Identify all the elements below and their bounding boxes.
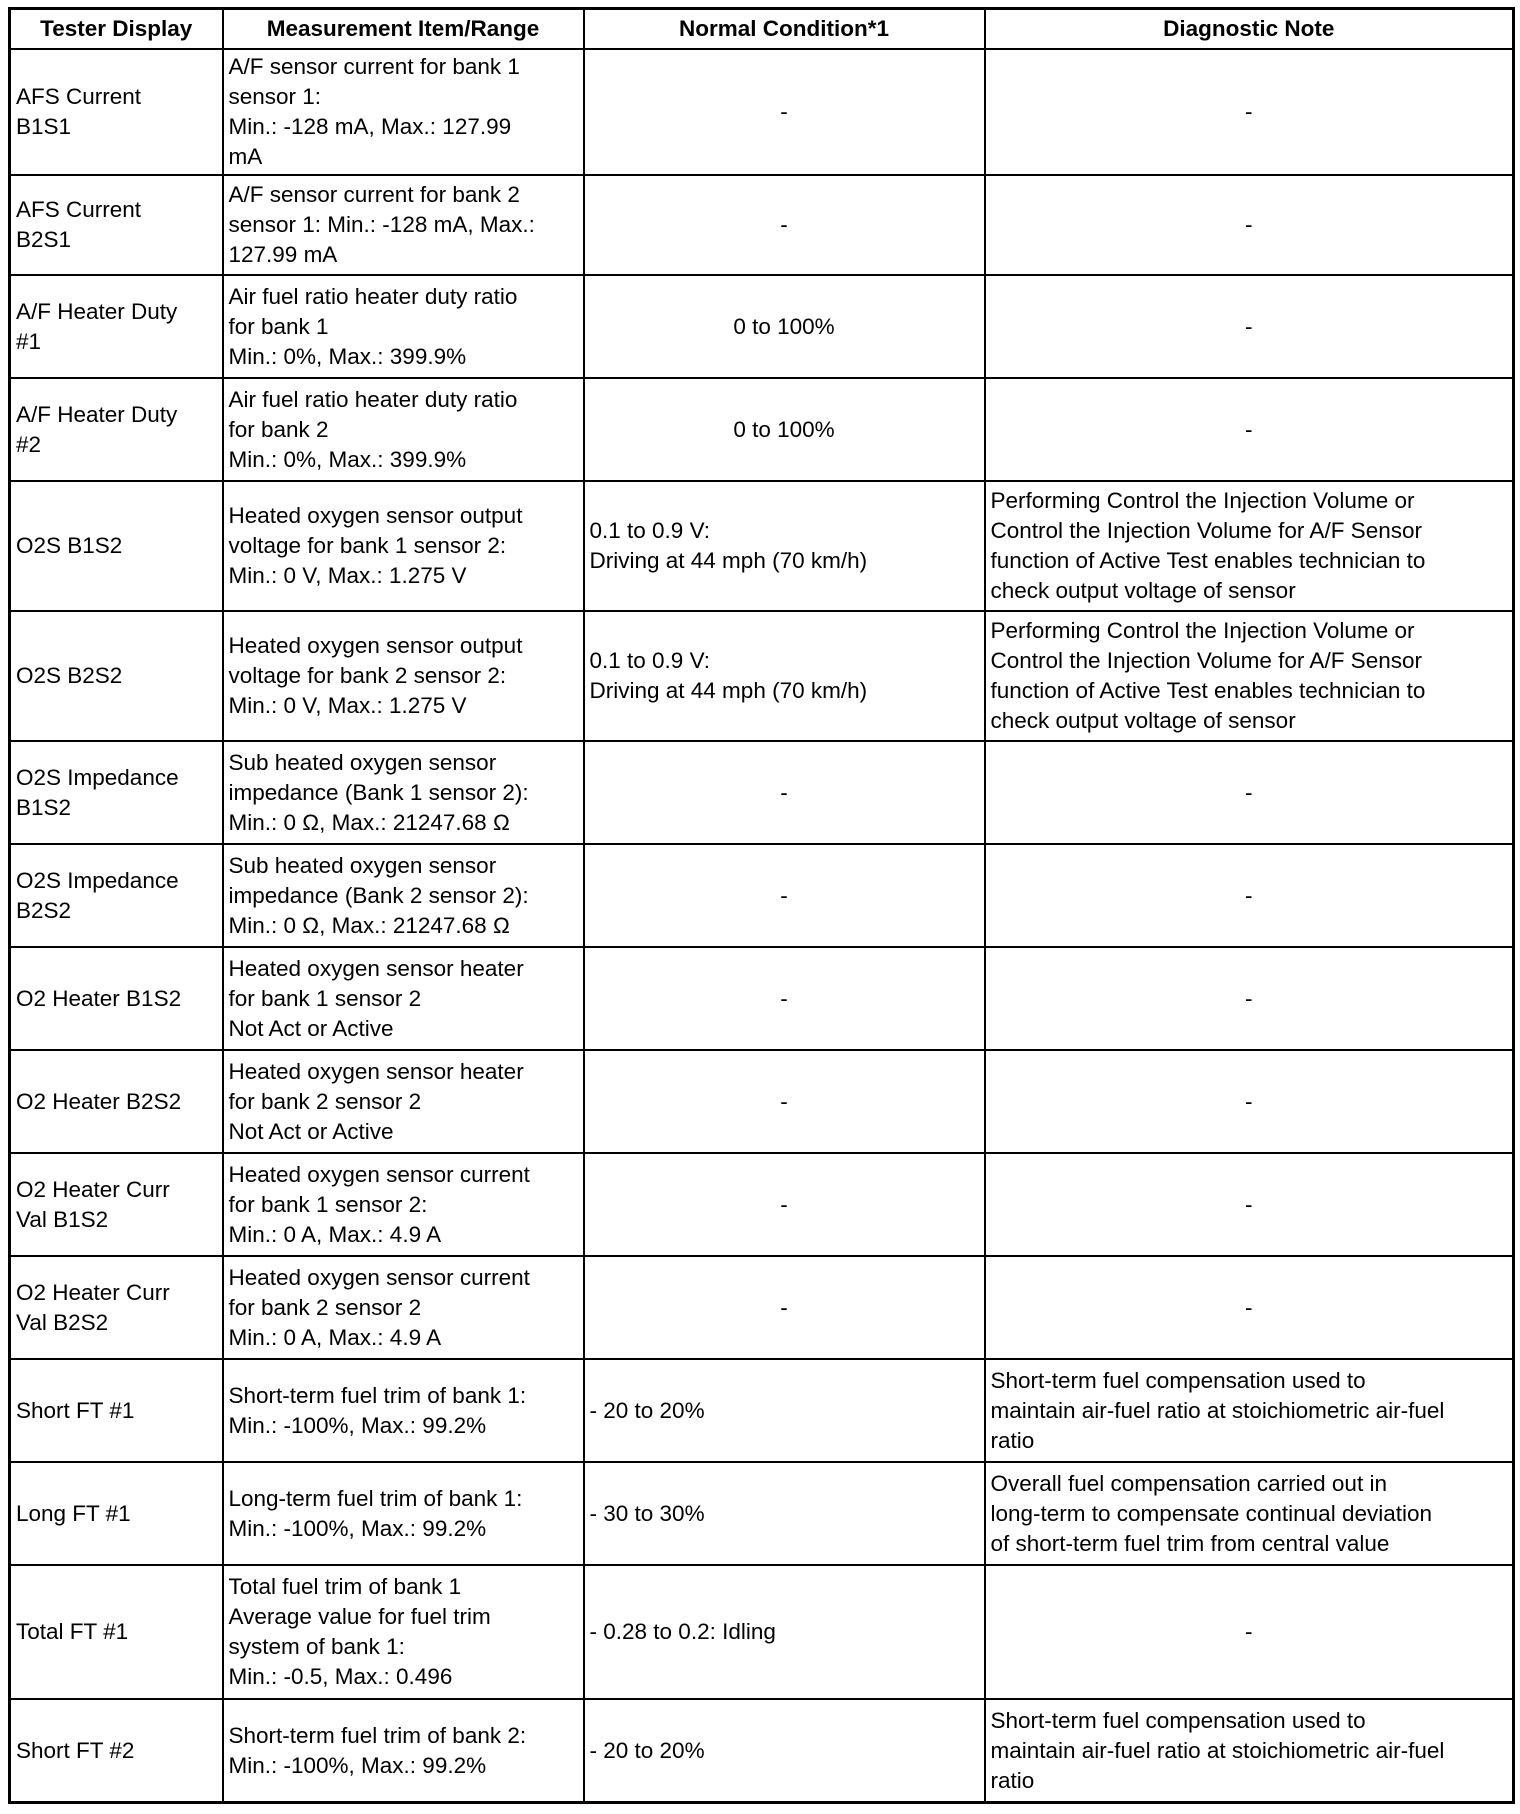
normal-condition-cell xyxy=(584,947,985,1050)
measurement-item-text: Heated oxygen sensor heater xyxy=(228,955,524,981)
diagnostic-note-cell xyxy=(985,1050,1514,1153)
measurement-item-text: A/F sensor current for bank 1 xyxy=(228,54,520,79)
diagnostic-note-cell xyxy=(985,1699,1514,1803)
normal-condition-text: - xyxy=(780,1088,788,1114)
table-row xyxy=(10,947,1514,1050)
measurement-item-text: Total fuel trim of bank 1 xyxy=(228,1574,462,1599)
tester-display-cell xyxy=(10,1050,223,1153)
table-row xyxy=(10,481,1514,611)
tester-display-cell xyxy=(10,844,223,947)
normal-condition-text: - 20 to 20% xyxy=(589,1737,705,1763)
measurement-item-cell xyxy=(223,378,584,481)
measurement-item-cell xyxy=(223,1050,584,1153)
measurement-item-cell xyxy=(223,275,584,378)
diagnostic-note-cell xyxy=(985,49,1514,175)
measurement-item-cell xyxy=(223,611,584,741)
diagnostic-note-text: ratio xyxy=(990,1427,1035,1453)
diagnostic-note-text: check output voltage of sensor xyxy=(990,708,1296,733)
normal-condition-cell xyxy=(584,1359,985,1462)
diagnostic-note-text: of short-term fuel trim from central value xyxy=(990,1530,1390,1556)
measurement-item-text: Heated oxygen sensor current xyxy=(228,1264,530,1290)
measurement-item-text: Min.: 0 A, Max.: 4.9 A xyxy=(228,1221,442,1247)
table-row xyxy=(10,844,1514,947)
tester-display-cell xyxy=(10,481,223,611)
normal-condition-cell xyxy=(584,49,985,175)
diagnostic-note-cell xyxy=(985,1565,1514,1699)
diagnostic-note-cell xyxy=(985,481,1514,611)
diagnostic-note-text: - xyxy=(1245,882,1253,908)
table-row xyxy=(10,1565,1514,1699)
normal-condition-text: - 30 to 30% xyxy=(589,1500,705,1526)
tester-display-text: AFS Current xyxy=(16,197,142,222)
diagnostic-note-text: Short-term fuel compensation used to xyxy=(990,1707,1366,1733)
measurement-item-cell xyxy=(223,175,584,275)
measurement-item-text: voltage for bank 2 sensor 2: xyxy=(228,663,507,688)
tester-display-cell xyxy=(10,1153,223,1256)
tester-display-cell xyxy=(10,741,223,844)
normal-condition-text: - xyxy=(780,779,788,805)
measurement-item-text: Min.: 0 V, Max.: 1.275 V xyxy=(228,693,467,718)
measurement-item-text: Not Act or Active xyxy=(228,1118,394,1144)
measurement-item-cell xyxy=(223,1153,584,1256)
measurement-item-text: voltage for bank 1 sensor 2: xyxy=(228,533,507,558)
tester-display-cell xyxy=(10,275,223,378)
measurement-item-text: impedance (Bank 2 sensor 2): xyxy=(228,882,529,908)
normal-condition-cell xyxy=(584,481,985,611)
table-row xyxy=(10,378,1514,481)
table-header-row xyxy=(10,9,1514,50)
normal-condition-cell xyxy=(584,1565,985,1699)
measurement-item-text: Min.: -100%, Max.: 99.2% xyxy=(228,1412,487,1438)
measurement-item-text: for bank 2 xyxy=(228,416,329,442)
tester-display-cell xyxy=(10,1565,223,1699)
tester-display-text: Long FT #1 xyxy=(16,1500,131,1526)
measurement-item-text: system of bank 1: xyxy=(228,1634,405,1659)
diagnostic-note-text: function of Active Test enables technician to xyxy=(990,548,1426,573)
measurement-item-text: Min.: 0%, Max.: 399.9% xyxy=(228,343,467,369)
normal-condition-text: 0.1 to 0.9 V: xyxy=(589,648,710,673)
diagnostic-note-text: maintain air-fuel ratio at stoichiometric air-fuel xyxy=(990,1397,1445,1423)
tester-display-text: O2S Impedance xyxy=(16,867,179,893)
diagnostic-note-cell xyxy=(985,1359,1514,1462)
diagnostic-note-text: - xyxy=(1245,1619,1253,1644)
measurement-item-text: Long-term fuel trim of bank 1: xyxy=(228,1485,523,1511)
diagnostic-note-text: - xyxy=(1245,779,1253,805)
measurement-item-text: Short-term fuel trim of bank 1: xyxy=(228,1382,527,1408)
diagnostic-note-text: - xyxy=(1245,1191,1253,1217)
table-row xyxy=(10,1153,1514,1256)
measurement-item-cell xyxy=(223,1699,584,1803)
tester-display-text: Val B2S2 xyxy=(16,1309,109,1335)
normal-condition-text: 0.1 to 0.9 V: xyxy=(589,518,710,543)
tester-display-text: AFS Current xyxy=(16,84,142,109)
normal-condition-text: 0 to 100% xyxy=(733,416,835,442)
tester-display-cell xyxy=(10,378,223,481)
normal-condition-cell xyxy=(584,1256,985,1359)
tester-display-text: B2S1 xyxy=(16,227,72,252)
measurement-item-text: Min.: 0 Ω, Max.: 21247.68 Ω xyxy=(228,912,510,938)
measurement-item-text: Heated oxygen sensor output xyxy=(228,633,523,658)
table-row xyxy=(10,611,1514,741)
diagnostic-note-text: ratio xyxy=(990,1767,1035,1793)
measurement-item-text: for bank 2 sensor 2 xyxy=(228,1294,422,1320)
diagnostic-note-text: check output voltage of sensor xyxy=(990,578,1296,603)
table-row xyxy=(10,1050,1514,1153)
diagnostic-note-text: Short-term fuel compensation used to xyxy=(990,1367,1366,1393)
measurement-item-text: for bank 1 sensor 2 xyxy=(228,985,422,1011)
header-measurement-item: Measurement Item/Range xyxy=(223,9,584,50)
measurement-item-text: Short-term fuel trim of bank 2: xyxy=(228,1722,527,1748)
tester-display-cell xyxy=(10,1256,223,1359)
diagnostic-note-text: - xyxy=(1245,416,1253,442)
tester-display-text: B2S2 xyxy=(16,897,72,923)
measurement-item-text: Sub heated oxygen sensor xyxy=(228,749,497,775)
normal-condition-text: - xyxy=(780,882,788,908)
measurement-item-text: Min.: -100%, Max.: 99.2% xyxy=(228,1515,487,1541)
measurement-item-text: 127.99 mA xyxy=(228,242,338,267)
diagnostic-note-cell xyxy=(985,611,1514,741)
normal-condition-cell xyxy=(584,378,985,481)
header-diagnostic-note: Diagnostic Note xyxy=(985,9,1514,50)
diagnostic-note-cell xyxy=(985,1462,1514,1565)
measurement-item-text: Min.: -0.5, Max.: 0.496 xyxy=(228,1664,453,1689)
measurement-item-cell xyxy=(223,1359,584,1462)
diagnostic-note-text: Performing Control the Injection Volume or xyxy=(990,488,1415,513)
measurement-item-text: Heated oxygen sensor current xyxy=(228,1161,530,1187)
measurement-item-text: Min.: -128 mA, Max.: 127.99 xyxy=(228,114,512,139)
tester-display-text: O2S B2S2 xyxy=(16,663,123,688)
measurement-item-text: impedance (Bank 1 sensor 2): xyxy=(228,779,529,805)
normal-condition-cell xyxy=(584,275,985,378)
tester-display-text: Total FT #1 xyxy=(16,1619,129,1644)
normal-condition-text: - xyxy=(780,212,788,237)
diagnostic-note-cell xyxy=(985,947,1514,1050)
tester-display-cell xyxy=(10,611,223,741)
table-body xyxy=(10,49,1514,1803)
diagnostic-note-text: function of Active Test enables technician to xyxy=(990,678,1426,703)
measurement-item-text: Average value for fuel trim xyxy=(228,1604,491,1629)
normal-condition-cell xyxy=(584,1462,985,1565)
tester-display-text: A/F Heater Duty xyxy=(16,298,178,324)
diagnostic-note-text: long-term to compensate continual deviation xyxy=(990,1500,1433,1526)
measurement-item-text: for bank 1 sensor 2: xyxy=(228,1191,428,1217)
diagnostic-note-cell xyxy=(985,741,1514,844)
normal-condition-cell xyxy=(584,1153,985,1256)
tester-display-text: #2 xyxy=(16,431,42,457)
measurement-item-cell xyxy=(223,947,584,1050)
header-normal-condition: Normal Condition*1 xyxy=(584,9,985,50)
measurement-item-text: A/F sensor current for bank 2 xyxy=(228,182,520,207)
measurement-item-text: sensor 1: Min.: -128 mA, Max.: xyxy=(228,212,535,237)
tester-display-text: A/F Heater Duty xyxy=(16,401,178,427)
diagnostic-note-cell xyxy=(985,378,1514,481)
measurement-item-text: Min.: 0 Ω, Max.: 21247.68 Ω xyxy=(228,809,510,835)
normal-condition-cell xyxy=(584,741,985,844)
measurement-item-text: Heated oxygen sensor heater xyxy=(228,1058,524,1084)
table-row xyxy=(10,741,1514,844)
tester-display-cell xyxy=(10,1462,223,1565)
table-row xyxy=(10,1699,1514,1803)
tester-display-text: O2S B1S2 xyxy=(16,533,123,558)
tester-display-text: B1S1 xyxy=(16,114,72,139)
measurement-item-cell xyxy=(223,844,584,947)
diagnostic-note-text: - xyxy=(1245,1294,1253,1320)
tester-display-cell xyxy=(10,1359,223,1462)
table-row xyxy=(10,1462,1514,1565)
normal-condition-text: Driving at 44 mph (70 km/h) xyxy=(589,548,868,573)
tester-display-text: Short FT #2 xyxy=(16,1737,135,1763)
measurement-item-text: for bank 1 xyxy=(228,313,329,339)
measurement-item-cell xyxy=(223,481,584,611)
measurement-item-cell xyxy=(223,49,584,175)
tester-display-text: Val B1S2 xyxy=(16,1206,109,1232)
diagnostic-note-cell xyxy=(985,175,1514,275)
header-tester-display: Tester Display xyxy=(10,9,223,50)
measurement-item-text: for bank 2 sensor 2 xyxy=(228,1088,422,1114)
normal-condition-cell xyxy=(584,175,985,275)
diagnostic-note-text: maintain air-fuel ratio at stoichiometric air-fuel xyxy=(990,1737,1445,1763)
diagnostic-note-text: Control the Injection Volume for A/F Sensor xyxy=(990,518,1422,543)
diagnostic-note-text: - xyxy=(1245,212,1253,237)
normal-condition-text: - xyxy=(780,1294,788,1320)
tester-display-text: Short FT #1 xyxy=(16,1397,135,1423)
diagnostic-note-text: Control the Injection Volume for A/F Sensor xyxy=(990,648,1422,673)
measurement-item-text: Min.: 0 A, Max.: 4.9 A xyxy=(228,1324,442,1350)
measurement-item-cell xyxy=(223,1565,584,1699)
table-row xyxy=(10,1256,1514,1359)
measurement-item-cell xyxy=(223,1256,584,1359)
table-row xyxy=(10,175,1514,275)
diagnostic-note-text: - xyxy=(1245,1088,1253,1114)
measurement-item-text: Heated oxygen sensor output xyxy=(228,503,523,528)
measurement-item-cell xyxy=(223,741,584,844)
tester-display-cell xyxy=(10,175,223,275)
measurement-item-text: Not Act or Active xyxy=(228,1015,394,1041)
diagnostic-note-cell xyxy=(985,275,1514,378)
measurement-item-text: Min.: -100%, Max.: 99.2% xyxy=(228,1752,487,1778)
measurement-item-text: mA xyxy=(228,144,263,169)
normal-condition-cell xyxy=(584,1699,985,1803)
normal-condition-text: 0 to 100% xyxy=(733,313,835,339)
tester-display-cell xyxy=(10,1699,223,1803)
table-row xyxy=(10,1359,1514,1462)
measurement-item-text: Min.: 0 V, Max.: 1.275 V xyxy=(228,563,467,588)
tester-display-text: #1 xyxy=(16,328,42,354)
diagnostic-note-cell xyxy=(985,1256,1514,1359)
normal-condition-text: - 0.28 to 0.2: Idling xyxy=(589,1619,776,1644)
measurement-item-text: Air fuel ratio heater duty ratio xyxy=(228,283,518,309)
tester-display-text: O2 Heater B2S2 xyxy=(16,1088,182,1114)
diagnostic-note-text: Performing Control the Injection Volume or xyxy=(990,618,1415,643)
tester-display-cell xyxy=(10,947,223,1050)
measurement-item-text: sensor 1: xyxy=(228,84,322,109)
normal-condition-text: - xyxy=(780,985,788,1011)
diagnostic-note-text: - xyxy=(1245,99,1253,124)
measurement-item-text: Sub heated oxygen sensor xyxy=(228,852,497,878)
measurement-item-text: Air fuel ratio heater duty ratio xyxy=(228,386,518,412)
normal-condition-text: - xyxy=(780,99,788,124)
table-row xyxy=(10,49,1514,175)
diagnostic-note-cell xyxy=(985,844,1514,947)
normal-condition-text: - xyxy=(780,1191,788,1217)
diagnostic-note-text: - xyxy=(1245,985,1253,1011)
diagnostic-data-table xyxy=(8,7,1515,1804)
normal-condition-text: - 20 to 20% xyxy=(589,1397,705,1423)
tester-display-text: O2 Heater Curr xyxy=(16,1279,170,1305)
normal-condition-cell xyxy=(584,1050,985,1153)
tester-display-cell xyxy=(10,49,223,175)
normal-condition-cell xyxy=(584,611,985,741)
diagnostic-data-table-container xyxy=(8,7,1512,1804)
tester-display-text: O2 Heater B1S2 xyxy=(16,985,182,1011)
tester-display-text: B1S2 xyxy=(16,794,72,820)
tester-display-text: O2S Impedance xyxy=(16,764,179,790)
diagnostic-note-text: Overall fuel compensation carried out in xyxy=(990,1470,1387,1496)
measurement-item-cell xyxy=(223,1462,584,1565)
tester-display-text: O2 Heater Curr xyxy=(16,1176,170,1202)
diagnostic-note-text: - xyxy=(1245,313,1253,339)
normal-condition-cell xyxy=(584,844,985,947)
table-row xyxy=(10,275,1514,378)
diagnostic-note-cell xyxy=(985,1153,1514,1256)
measurement-item-text: Min.: 0%, Max.: 399.9% xyxy=(228,446,467,472)
normal-condition-text: Driving at 44 mph (70 km/h) xyxy=(589,678,868,703)
